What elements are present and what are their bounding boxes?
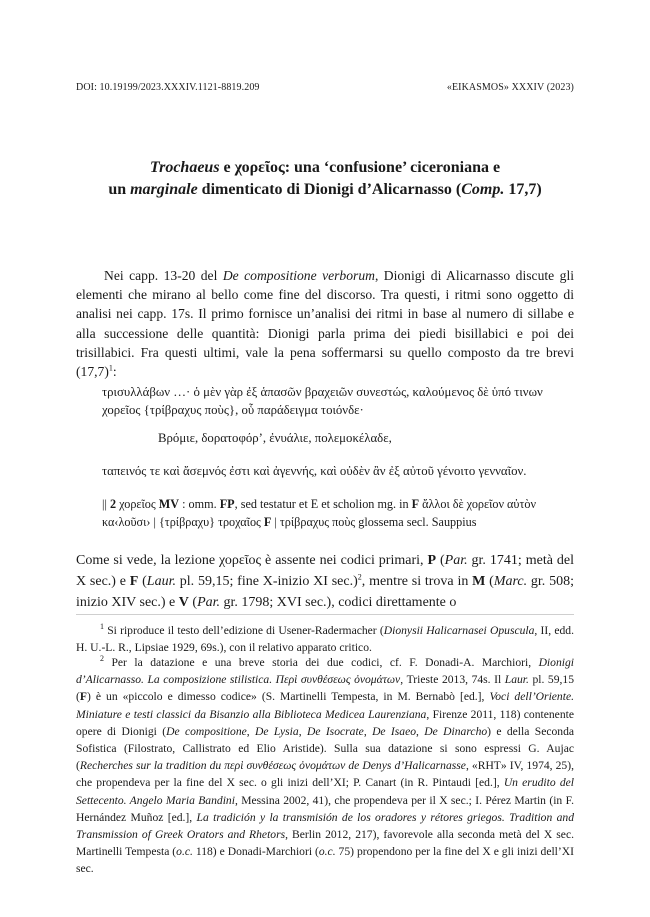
italic-run: Dionysii Halicarnasei Opuscula xyxy=(383,624,535,637)
text-run: , II, edd. H. U.-L. R., Lipsiae 1929, 69s.), con il relativo apparato critico. xyxy=(76,624,574,655)
title-italic: Trochaeus xyxy=(149,159,220,176)
text-run: gr. 1741; metà del X sec.) e xyxy=(76,553,574,589)
title-line-2 xyxy=(60,179,590,201)
text-run: Per la datazione e una breve storia dei due codici, cf. F. Donadi-A. Marchiori, xyxy=(104,656,539,669)
text-run: Si riproduce il testo dell’edizione di Usener-Radermacher ( xyxy=(104,624,384,637)
article-title xyxy=(60,157,590,201)
italic-run: La tradición y la transmisión de los oradores y rétores griegos. Tradition and Transmission of Greek Orators and Rhetors xyxy=(76,810,574,842)
text-run: : xyxy=(112,364,117,380)
bold-run: F xyxy=(263,515,272,529)
text-run: , Firenze 2011, 118) contenente opere di Dionigi ( xyxy=(76,707,574,738)
text-run: 118) e Donadi-Marchiori ( xyxy=(192,845,319,859)
text-run: pl. 59,15 ( xyxy=(76,673,574,704)
text-run: gr. 508; inizio XIV sec.) e xyxy=(76,574,574,610)
bold-run: P xyxy=(427,553,437,568)
greek-quote-line-1: τρισυλλάβων …· ὁ μὲν γὰρ ἐξ ἁπασῶν βραχειῶν συνεστώς, καλούμενος δὲ ὑπό τινων χορεῖος {τρίβραχυς ποὺς}, οὗ παράδειγμα τοιόνδε· xyxy=(102,385,543,417)
text-run: , Dionigi di Alicarnasso discute gli elementi che mirano al bello come fine del discorso. Tra questi, i ritmi sono oggetto di analisi nei capp. 17s. Il primo fornisce un’analisi dei ritmi in base al numero di sillabe e alla successione delle quantità: Dionigi parla prima dei piedi bisillabici e poi dei trisillabici. Fra questi ultimi, vale la pena soffermarsi su quello composto da tre brevi (17,7) xyxy=(76,268,574,380)
footnote-2 xyxy=(76,654,574,878)
italic-run: o.c. xyxy=(176,845,193,859)
footnote-divider xyxy=(76,614,574,615)
text-run: , xyxy=(298,724,307,738)
bold-run: M xyxy=(472,574,486,589)
text-run: | τρίβραχυς ποὺς glossema secl. Sauppius xyxy=(271,515,477,529)
italic-run: Un erudito del Settecento. Angelo Maria Bandini xyxy=(76,776,575,807)
footnote-number: 1 xyxy=(100,622,104,632)
text-run: pl. 59,15; fine X-inizio XI sec.) xyxy=(175,574,358,589)
text-run: : omm. xyxy=(179,497,220,511)
title-text: un xyxy=(108,181,131,198)
text-run: , Trieste 2013, 74s. Il xyxy=(400,673,505,687)
title-text: 17,7) xyxy=(504,181,542,198)
text-run: , xyxy=(416,724,425,738)
text-run: , xyxy=(246,724,256,738)
bold-run: V xyxy=(178,595,189,610)
text-run: gr. 1798; XVI sec.), codici direttamente o xyxy=(220,595,457,610)
doi-label: DOI: 10.19199/2023.XXXIV.1121-8819.209 xyxy=(76,82,260,93)
critical-apparatus xyxy=(102,495,572,531)
running-header xyxy=(76,82,574,93)
text-run: , sed testatur et E et scholion mg. in xyxy=(234,497,412,511)
title-text: dimenticato di Dionigi d’Alicarnasso ( xyxy=(197,181,462,198)
italic-run: De Isocrate xyxy=(306,724,364,738)
text-run: , Berlin 2012, 217), favorevole alla seconda metà del X sec. Martinelli Tempesta ( xyxy=(76,828,574,859)
bold-run: F xyxy=(411,497,420,511)
text-run: ) è un «piccolo e dimesso codice» (S. Martinelli Tempesta, in M. Bernabò [ed.], xyxy=(86,690,490,704)
footnote-ref-2[interactable]: 2 xyxy=(357,572,362,582)
greek-quote-line-3: ταπεινός τε καὶ ἄσεμνός ἐστι καὶ ἀγεννής, καὶ οὐδὲν ἂν ἐξ αὐτοῦ γένοιτο γενναῖον. xyxy=(102,464,527,478)
footnote-number: 2 xyxy=(100,654,104,664)
bold-run: 2 xyxy=(109,497,117,511)
journal-label: «EIKASMOS» XXXIV (2023) xyxy=(446,82,574,93)
italic-run: De Isaeo xyxy=(372,724,417,738)
title-text: e χορεῖος: una ‘confusione’ ciceroniana e xyxy=(219,159,501,176)
italic-run: De Dinarcho xyxy=(424,724,488,738)
italic-run: Dionigi d’Alicarnasso. La composizione stilistica. Περὶ συνθέσεως ὀνομάτων xyxy=(76,656,574,687)
title-italic: marginale xyxy=(130,181,198,198)
text-run: 75) propendono per la fine del X e gli inizi dell’XI sec. xyxy=(76,845,574,876)
italic-run: Laur. xyxy=(504,673,529,687)
text-run: || xyxy=(102,497,110,511)
text-run: ἄλλοι δὲ χορεῖον αὐτὸν κα‹λοῦσι› | {τρίβραχυ} τροχαῖος xyxy=(102,497,536,529)
paragraph-1 xyxy=(76,266,574,381)
bold-run: F xyxy=(79,690,87,704)
text-run: , xyxy=(363,724,373,738)
italic-run: Par. xyxy=(197,595,221,610)
italic-run: Marc. xyxy=(493,574,528,589)
italic-run: Laur. xyxy=(146,574,176,589)
text-run: , mentre si trova in xyxy=(361,574,473,589)
text-run: χορεῖος xyxy=(116,497,159,511)
paragraph-2 xyxy=(76,550,574,613)
text-run: Nei capp. 13-20 del xyxy=(104,268,223,283)
italic-run: De compositione xyxy=(166,724,247,738)
italic-run: Par. xyxy=(444,553,468,568)
italic-run: Voci dell’Oriente. Miniature e testi classici da Bisanzio alla Biblioteca Medicea Laurenziana xyxy=(76,690,574,721)
italic-run: o.c. xyxy=(318,845,336,859)
greek-quote-line-2: Βρόμιε, δορατοφόρ’, ἐνυάλιε, πολεμοκέλαδε, xyxy=(158,431,392,445)
text-run: ( xyxy=(436,553,445,568)
text-run: , Messina 2002, 41), che propendeva per il X sec.; I. Pérez Martin (in F. Hernández Muñoz [ed.], xyxy=(76,793,574,824)
italic-run: De compositione verborum xyxy=(222,268,375,283)
bold-run: F xyxy=(129,574,139,589)
italic-run: Recherches sur la tradition du περὶ συνθέσεως ὀνομάτων de Denys d’Halicarnasse xyxy=(79,759,466,773)
footnote-1 xyxy=(76,622,574,656)
text-run: ) e della Seconda Sofistica (Filostrato, Callistrato ed Elio Aristide). Sulla sua datazione si sono espressi G. Aujac ( xyxy=(76,724,575,773)
bold-run: MV xyxy=(158,497,180,511)
text-run: Come si vede, la lezione χορεῖος è assente nei codici primari, xyxy=(76,553,428,568)
text-run: ( xyxy=(485,574,494,589)
italic-run: De Lysia xyxy=(255,724,299,738)
text-run: ( xyxy=(138,574,147,589)
text-run: ( xyxy=(188,595,198,610)
text-run: , «RHT» IV, 1974, 25), che propendeva per la fine del X sec. o gli inizi dell’XI; P. Canart (in R. Pintaudi [ed.], xyxy=(76,759,574,790)
footnote-ref-1[interactable]: 1 xyxy=(108,363,113,373)
title-italic: Comp. xyxy=(461,181,505,198)
title-line-1 xyxy=(60,157,590,179)
bold-run: FP xyxy=(219,497,235,511)
